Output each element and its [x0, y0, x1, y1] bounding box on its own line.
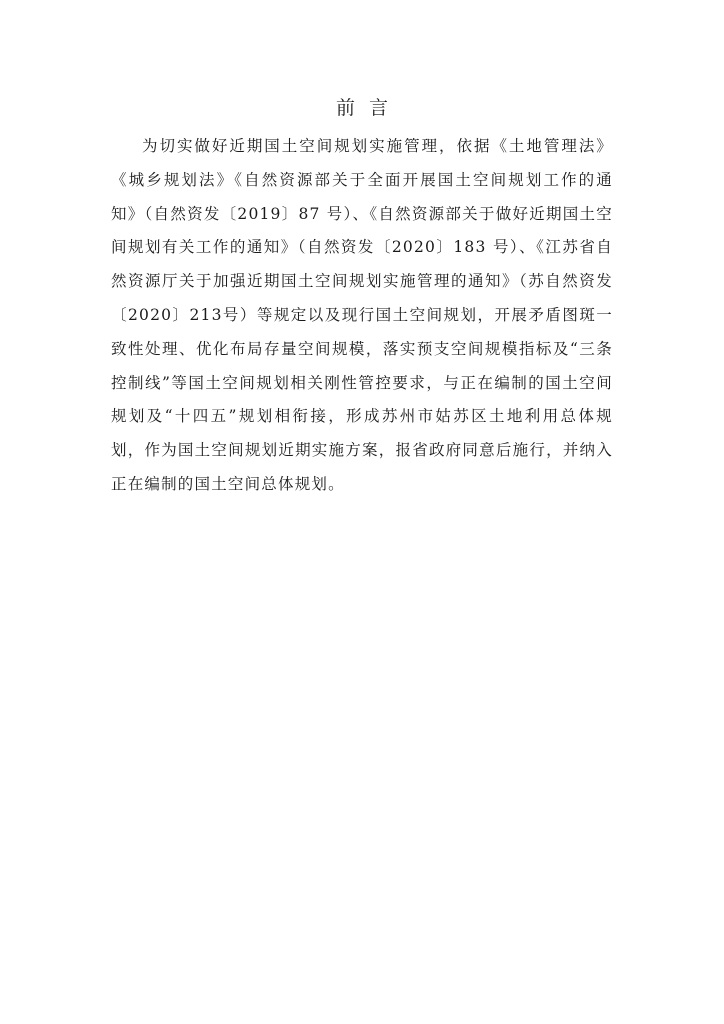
page-title: 前言 [335, 97, 402, 119]
preface-paragraph: 为切实做好近期国土空间规划实施管理，依据《土地管理法》《城乡规划法》《自然资源部关于全面开展国土空间规划工作的通知》（自然资发〔2019〕87 号）、《自然资源部关于做好近期国土空间规划有关工作的通知》（自然资发〔2020〕183 号）、《江苏省自然资源厅关于加强近期国土空间规划实施管理的通知》（苏自然资发〔2020〕213号）等规定以及现行国土空间规划，开展矛盾图斑一致性处理、优化布局存量空间规模，落实预支空间规模指标及“三条控制线”等国土空间规划相关刚性管控要求，与正在编制的国土空间规划及“十四五”规划相衔接，形成苏州市姑苏区土地利用总体规划，作为国土空间规划近期实施方案，报省政府同意后施行，并纳入正在编制的国土空间总体规划。 [111, 137, 613, 493]
